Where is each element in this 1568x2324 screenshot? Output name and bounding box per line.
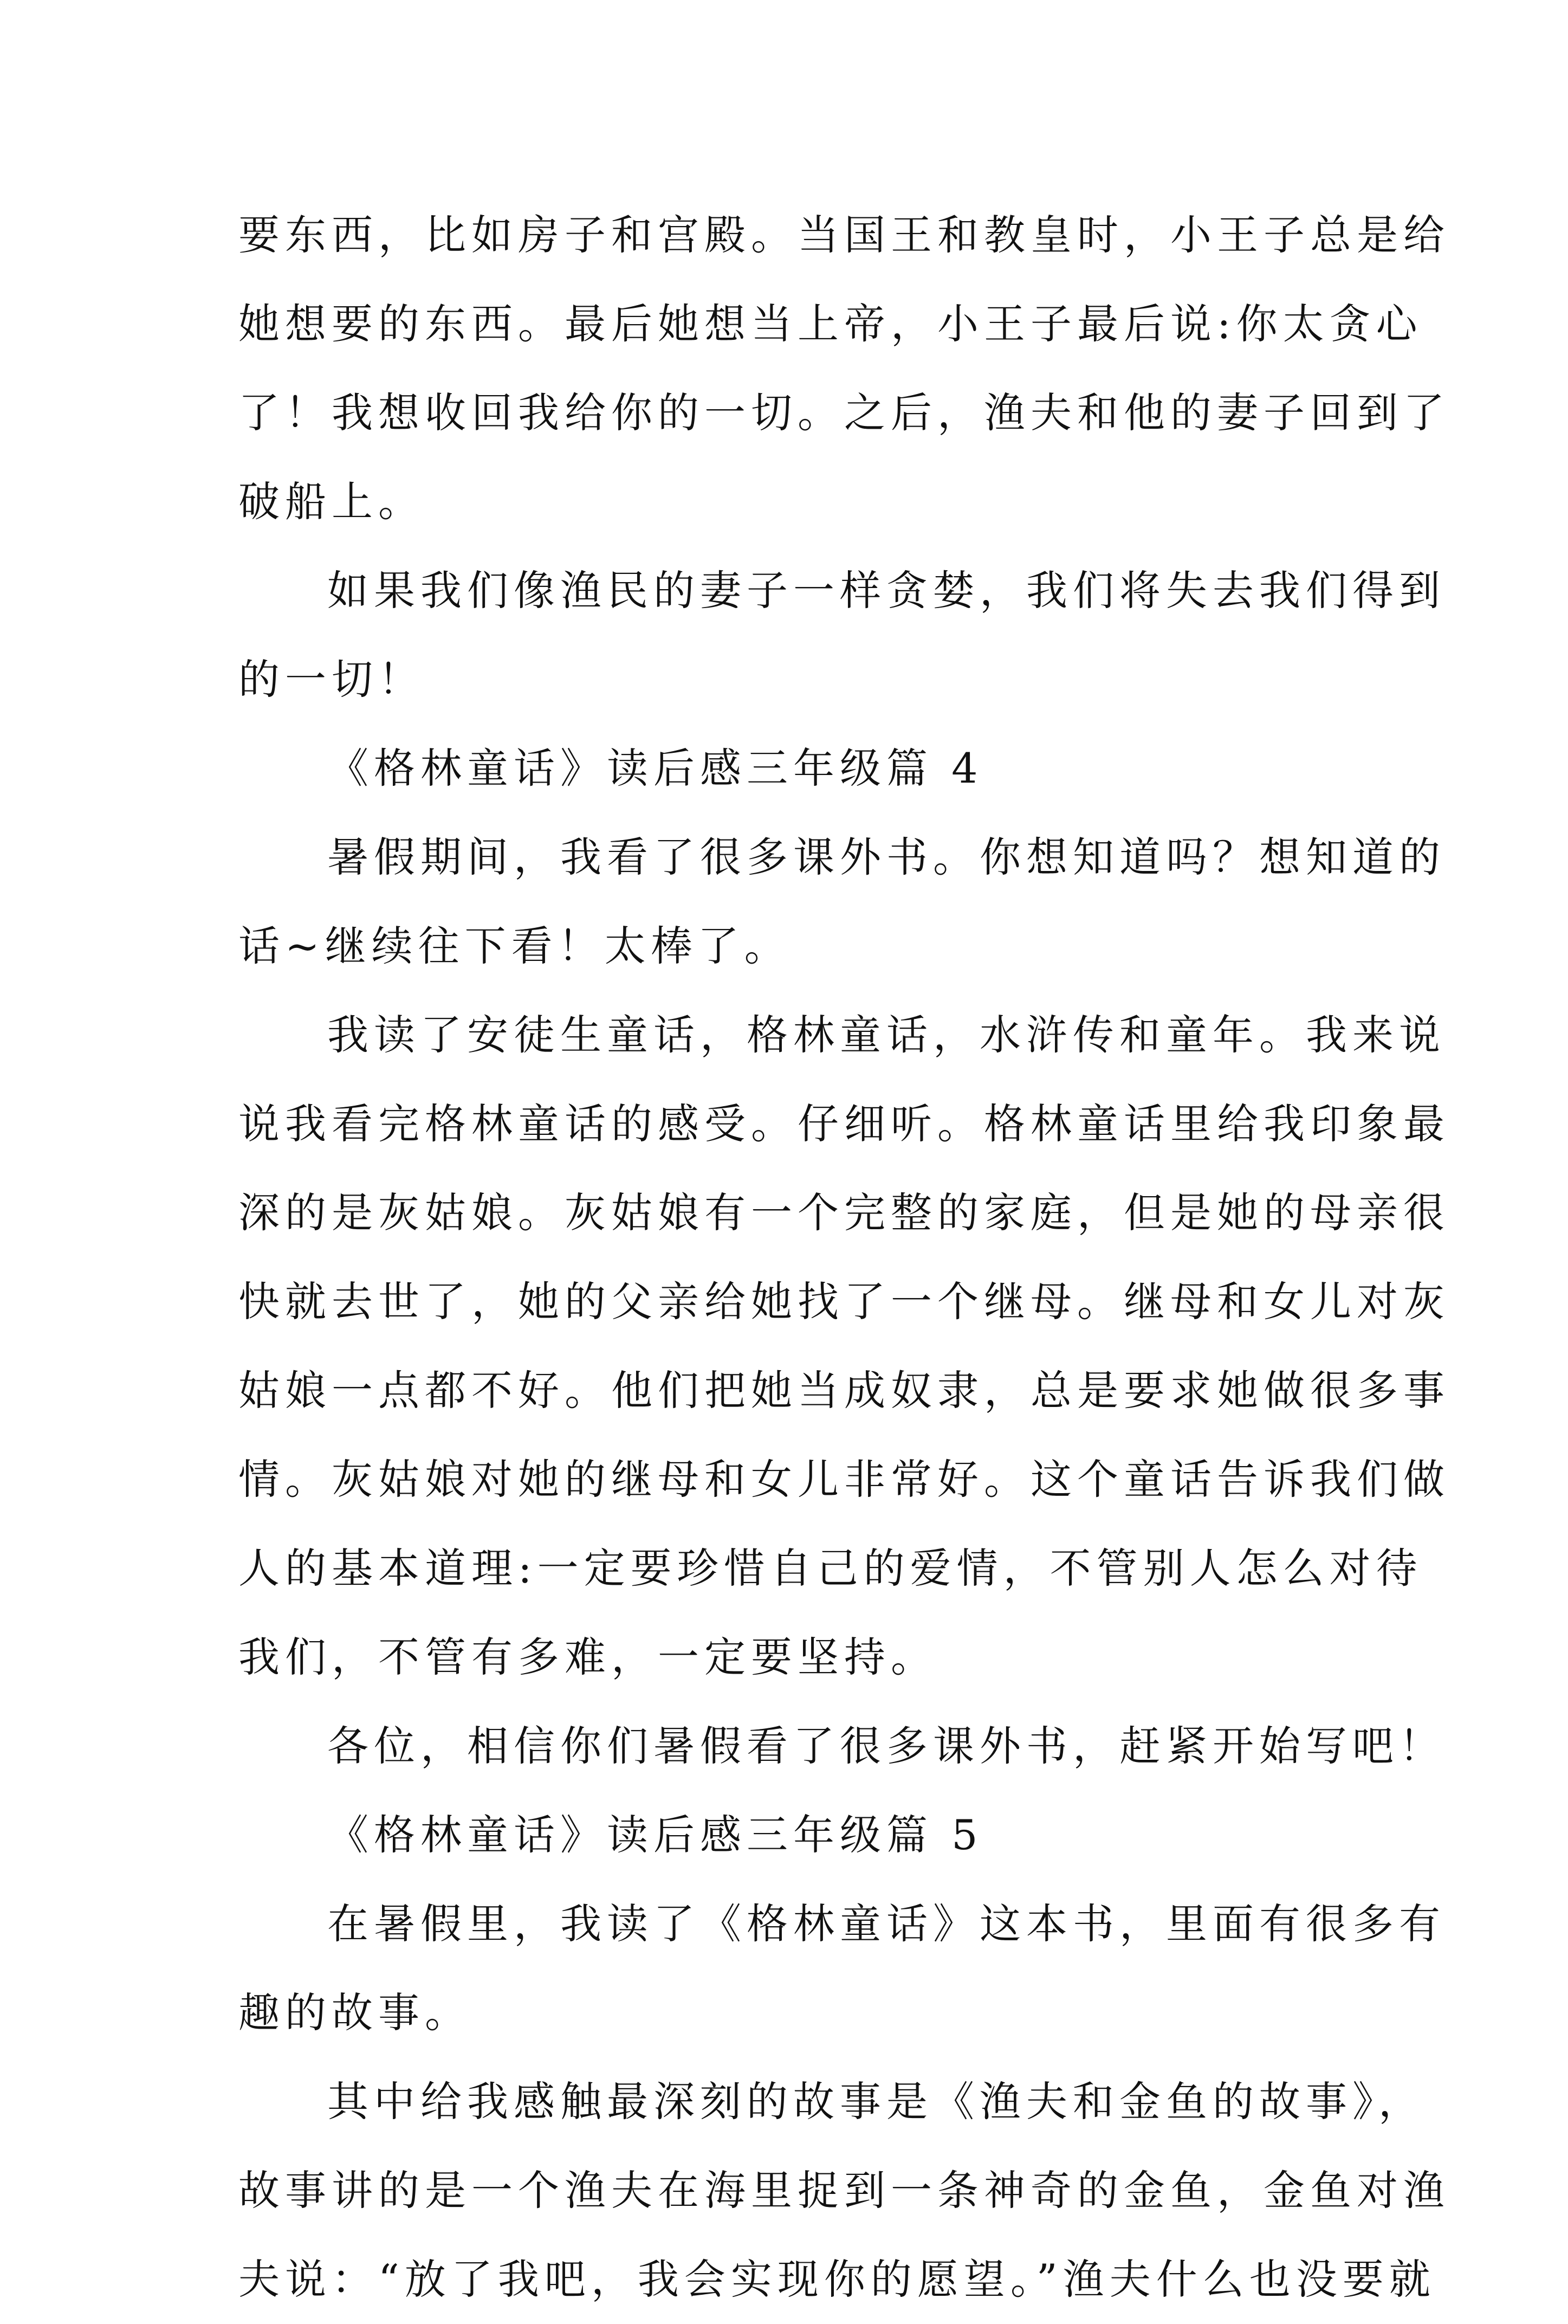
text-line: 破船上。 — [238, 477, 425, 526]
paragraph-first-line: 我读了安徒生童话，格林童话，水浒传和童年。我来说 — [327, 1011, 1446, 1059]
paragraph-first-line: 各位，相信你们暑假看了很多课外书，赶紧开始写吧！ — [327, 1722, 1446, 1770]
text-line: 了！我想收回我给你的一切。之后，渔夫和他的妻子回到了 — [238, 389, 1450, 437]
text-line: 快就去世了，她的父亲给她找了一个继母。继母和女儿对灰 — [238, 1277, 1450, 1326]
section-heading-5: 《格林童话》读后感三年级篇 5 — [327, 1811, 983, 1859]
text-line: 的一切！ — [238, 655, 425, 703]
text-line: 趣的故事。 — [238, 1989, 471, 2037]
text-line: 姑娘一点都不好。他们把她当成奴隶，总是要求她做很多事 — [238, 1366, 1450, 1415]
section-heading-4: 《格林童话》读后感三年级篇 4 — [327, 744, 983, 792]
text-line: 深的是灰姑娘。灰姑娘有一个完整的家庭，但是她的母亲很 — [238, 1189, 1450, 1237]
text-line: 故事讲的是一个渔夫在海里捉到一条神奇的金鱼，金鱼对渔 — [238, 2166, 1450, 2215]
paragraph-first-line: 暑假期间，我看了很多课外书。你想知道吗？想知道的 — [327, 833, 1446, 881]
text-line: 要东西，比如房子和宫殿。当国王和教皇时，小王子总是给 — [238, 211, 1450, 259]
text-line: 我们，不管有多难，一定要坚持。 — [238, 1633, 937, 1681]
text-line: 说我看完格林童话的感受。仔细听。格林童话里给我印象最 — [238, 1100, 1450, 1148]
text-line: 人的基本道理:一定要珍惜自己的爱情，不管别人怎么对待 — [238, 1544, 1423, 1592]
paragraph-first-line: 在暑假里，我读了《格林童话》这本书，里面有很多有 — [327, 1900, 1446, 1948]
paragraph-first-line: 如果我们像渔民的妻子一样贪婪，我们将失去我们得到 — [327, 566, 1446, 615]
text-line: 她想要的东西。最后她想当上帝，小王子最后说:你太贪心 — [238, 300, 1423, 348]
text-line: 情。灰姑娘对她的继母和女儿非常好。这个童话告诉我们做 — [238, 1455, 1450, 1503]
text-line: 夫说：“放了我吧，我会实现你的愿望。”渔夫什么也没要就 — [238, 2255, 1436, 2303]
text-line: 话~继续往下看！太棒了。 — [238, 922, 791, 970]
document-body — [238, 191, 1450, 2324]
paragraph-first-line: 其中给我感触最深刻的故事是《渔夫和金鱼的故事》， — [327, 2077, 1425, 2126]
